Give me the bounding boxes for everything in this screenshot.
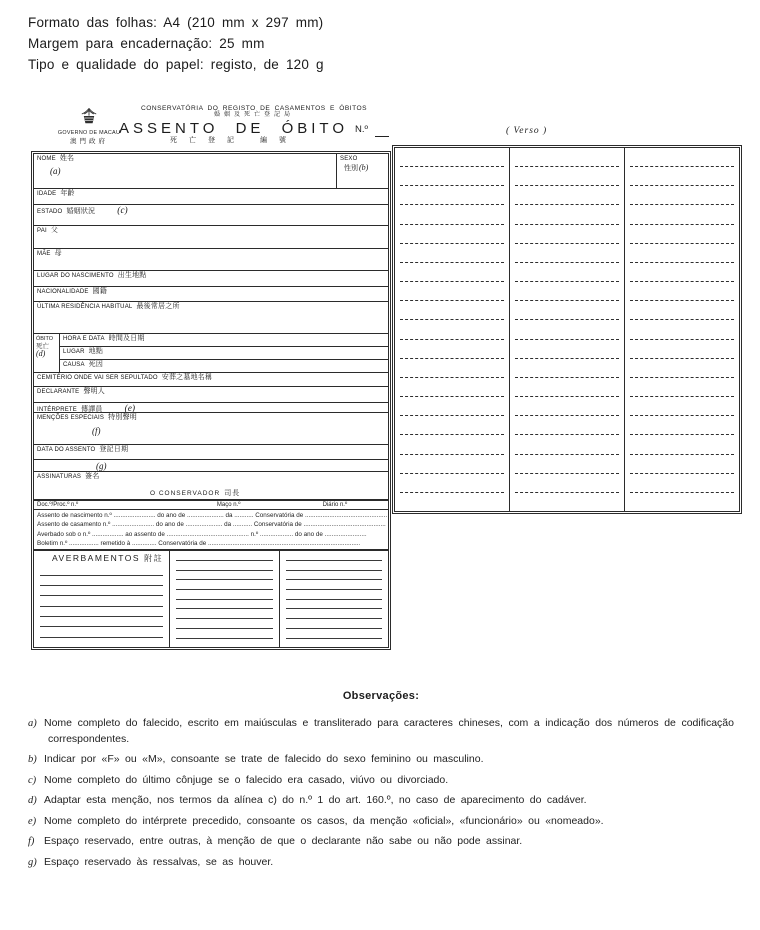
pai-label: PAI xyxy=(37,228,47,234)
observation-letter: e) xyxy=(28,815,37,827)
field-cemiterio xyxy=(34,372,388,386)
nome-label: NOME xyxy=(37,156,56,162)
estado-label-zh: 婚姻狀況 xyxy=(66,208,96,215)
ruled-line xyxy=(40,607,163,617)
residencia-label: ÚLTIMA RESIDÊNCIA HABITUAL xyxy=(37,304,133,310)
mencoes-label-zh: 特別聲明 xyxy=(108,414,137,421)
dashed-rule-line xyxy=(400,396,504,397)
interprete-label: INTÉRPRETE xyxy=(37,407,78,413)
ruled-line xyxy=(176,580,272,590)
nacionalidade-label-zh: 國籍 xyxy=(92,288,108,295)
dashed-rule-line xyxy=(515,224,619,225)
verso-col-3 xyxy=(624,148,739,511)
dashed-rule-line xyxy=(630,319,734,320)
ruled-line xyxy=(286,561,382,571)
verso-col-2 xyxy=(509,148,624,511)
observations-section xyxy=(28,690,734,875)
observation-letter: c) xyxy=(28,774,37,786)
dashed-rule-line xyxy=(630,281,734,282)
number-blank-line xyxy=(375,128,389,137)
field-assinaturas xyxy=(34,471,388,499)
pai-label-zh: 父 xyxy=(50,227,59,234)
dashed-rule-line xyxy=(630,377,734,378)
observation-text: Adaptar esta menção, nos termos da alínea c) do n.º 1 do art. 160.º, no caso de aparecimento do cadáver. xyxy=(44,794,587,806)
dashed-rule-line xyxy=(630,185,734,186)
observation-item xyxy=(28,834,734,850)
obito-label: ÓBITO xyxy=(36,336,54,342)
causa-label-zh: 死因 xyxy=(88,361,104,368)
ruled-line xyxy=(176,600,272,610)
averbamentos-col-2 xyxy=(169,551,278,647)
cross-reference-line: Boletim n.º ................. remetido à .............. Conservatória de ....................................................................................... xyxy=(37,539,361,547)
ruled-line xyxy=(286,629,382,639)
dashed-rule-line xyxy=(400,243,504,244)
dashed-rule-line xyxy=(515,415,619,416)
dashed-rule-line xyxy=(515,243,619,244)
declarante-label-zh: 聲明人 xyxy=(83,388,105,395)
field-idade xyxy=(34,188,388,204)
nacionalidade-label: NACIONALIDADE xyxy=(37,289,89,295)
note-e: (e) xyxy=(124,403,136,413)
observation-letter: b) xyxy=(28,754,37,765)
lugar-nascimento-label: LUGAR DO NASCIMENTO xyxy=(37,273,114,279)
field-lugar-obito xyxy=(60,346,388,359)
conservador-label: O CONSERVADOR xyxy=(150,490,221,497)
dashed-rule-line xyxy=(515,300,619,301)
ruled-line xyxy=(40,565,163,575)
cross-reference-line: Assento de nascimento n.º ........................ do ano de ..................... da ........... Conservatória de ............................................... xyxy=(37,512,388,519)
observation-text: Indicar por «F» ou «M», consoante se trate de falecido do sexo feminino ou masculino. xyxy=(44,753,484,765)
field-ressalvas xyxy=(34,459,388,471)
field-nome xyxy=(34,154,336,188)
dashed-rule-line xyxy=(400,262,504,263)
dashed-rule-line xyxy=(630,434,734,435)
field-mencoes xyxy=(34,412,388,444)
averbamentos-col-1 xyxy=(34,551,169,647)
dashed-rule-line xyxy=(515,377,619,378)
dashed-rule-line xyxy=(515,358,619,359)
dashed-rule-line xyxy=(515,396,619,397)
observation-letter: g) xyxy=(28,856,37,868)
dashed-rule-line xyxy=(400,300,504,301)
dashed-rule-line xyxy=(400,415,504,416)
dashed-rule-line xyxy=(630,224,734,225)
observation-item xyxy=(28,773,734,789)
observation-item xyxy=(28,814,734,830)
field-sexo xyxy=(336,154,388,188)
data-assento-label: DATA DO ASSENTO xyxy=(37,447,96,453)
dashed-rule-line xyxy=(400,473,504,474)
obito-label-zh: 死亡 xyxy=(36,343,49,350)
dashed-rule-line xyxy=(400,185,504,186)
crest-org-label-zh: 澳門政府 xyxy=(70,138,108,145)
observation-text: Nome completo do falecido, escrito em maiúsculas e transliterado para caracteres chineses, com a indicação dos números de codificação correspondentes. xyxy=(44,717,734,745)
dashed-rule-line xyxy=(515,262,619,263)
spec-line-paper: Tipo e qualidade do papel: registo, de 120 g xyxy=(28,57,324,72)
maco-label: Maço n.º xyxy=(216,502,241,508)
dashed-rule-line xyxy=(400,281,504,282)
dashed-rule-line xyxy=(400,434,504,435)
field-causa xyxy=(60,359,388,372)
ruled-line xyxy=(40,627,163,637)
ruled-line xyxy=(286,639,382,648)
ruled-line xyxy=(286,590,382,600)
verso-handwritten-label: ( Verso ) xyxy=(506,126,548,136)
note-d: (d) xyxy=(36,349,46,358)
form-header xyxy=(33,105,389,151)
field-lugar-nascimento xyxy=(34,270,388,286)
lugar-obito-label: LUGAR xyxy=(63,349,85,355)
lugar-nascimento-label-zh: 出生地點 xyxy=(117,272,147,279)
crest-icon xyxy=(77,106,101,130)
cross-reference-line: Averbado sob o n.º .................. ao assento de ............................................... n.º ................... do ano de ........................ xyxy=(37,530,367,538)
ruled-line xyxy=(176,590,272,600)
hora-data-label-zh: 時間及日期 xyxy=(108,335,145,342)
ruled-line xyxy=(40,576,163,586)
form-title: ASSENTO DE ÓBITO xyxy=(119,120,348,137)
field-obito xyxy=(34,334,60,372)
dashed-rule-line xyxy=(400,377,504,378)
dashed-rule-line xyxy=(630,300,734,301)
ruled-line xyxy=(40,617,163,627)
form-title-zh: 死亡登記 xyxy=(170,137,247,144)
dashed-rule-line xyxy=(630,492,734,493)
field-interprete xyxy=(34,402,388,412)
observation-letter: d) xyxy=(28,795,37,806)
ruled-line xyxy=(286,571,382,581)
ruled-line xyxy=(40,638,163,647)
ruled-line xyxy=(176,619,272,629)
estado-label: ESTADO xyxy=(37,209,63,215)
form-grid xyxy=(33,153,389,648)
ruled-line xyxy=(286,580,382,590)
sexo-label-zh: 性別 xyxy=(344,165,358,172)
idade-label-zh: 年齡 xyxy=(60,190,75,197)
number-label: N.º xyxy=(354,124,368,135)
sexo-label: SEXO xyxy=(340,156,358,162)
interprete-label-zh: 傳譯員 xyxy=(81,406,103,413)
dashed-rule-line xyxy=(515,204,619,205)
note-c: (c) xyxy=(117,205,128,215)
nome-label-zh: 姓名 xyxy=(59,155,75,162)
conservador-label-zh: 司長 xyxy=(224,490,241,497)
verso-col-1 xyxy=(395,148,509,511)
observation-item xyxy=(28,752,734,768)
paper-spec-block xyxy=(28,12,324,75)
spec-line-format: Formato das folhas: A4 (210 mm x 297 mm) xyxy=(28,15,324,30)
data-assento-label-zh: 登記日期 xyxy=(99,446,129,453)
crest-org-label: GOVERNO DE MACAU xyxy=(57,130,121,136)
observation-item xyxy=(28,855,734,871)
dashed-rule-line xyxy=(515,166,619,167)
note-a: (a) xyxy=(50,166,61,176)
cross-references xyxy=(34,509,388,549)
assinaturas-label: ASSINATURAS xyxy=(37,474,82,480)
averbamentos-table xyxy=(34,549,388,647)
averbamentos-label: AVERBAMENTOS xyxy=(52,553,141,564)
ruled-line xyxy=(176,571,272,581)
field-estado xyxy=(34,204,388,225)
dashed-rule-line xyxy=(515,454,619,455)
office-name: CONSERVATÓRIA DO REGISTO DE CASAMENTOS E ÓBITOS xyxy=(140,105,368,112)
dashed-rule-line xyxy=(515,319,619,320)
doc-proc-label: Doc.º/Proc.º n.º xyxy=(37,502,79,508)
cemiterio-label: CEMITÉRIO ONDE VAI SER SEPULTADO xyxy=(37,375,158,381)
observation-item xyxy=(28,716,734,747)
averbamentos-label-zh: 附註 xyxy=(144,554,164,564)
note-f: (f) xyxy=(92,426,101,436)
dashed-rule-line xyxy=(400,339,504,340)
dashed-rule-line xyxy=(630,262,734,263)
ruled-line xyxy=(176,609,272,619)
dashed-rule-line xyxy=(400,492,504,493)
dashed-rule-line xyxy=(400,358,504,359)
dashed-rule-line xyxy=(630,358,734,359)
observation-letter: a) xyxy=(28,718,37,729)
dashed-rule-line xyxy=(515,339,619,340)
dashed-rule-line xyxy=(400,166,504,167)
note-b: (b) xyxy=(359,163,369,172)
averbamentos-col-3 xyxy=(279,551,388,647)
observations-list xyxy=(28,716,734,870)
death-record-form xyxy=(33,105,389,648)
ruled-line xyxy=(40,586,163,596)
note-g: (g) xyxy=(96,461,107,471)
dashed-rule-line xyxy=(630,473,734,474)
dashed-rule-line xyxy=(400,319,504,320)
dashed-rule-line xyxy=(400,454,504,455)
dashed-rule-line xyxy=(400,204,504,205)
obito-block xyxy=(34,333,388,372)
observation-text: Nome completo do último cônjuge se o falecido era casado, viúvo ou divorciado. xyxy=(44,773,449,786)
mae-label-zh: 母 xyxy=(54,250,62,257)
refs-row xyxy=(34,499,388,509)
observation-text: Espaço reservado às ressalvas, se as houver. xyxy=(44,855,274,868)
dashed-rule-line xyxy=(630,415,734,416)
macau-government-crest xyxy=(49,106,129,145)
ruled-line xyxy=(176,551,272,561)
mencoes-label: MENÇÕES ESPECIAIS xyxy=(37,415,105,421)
dashed-rule-line xyxy=(630,454,734,455)
assinaturas-label-zh: 簽名 xyxy=(85,473,100,480)
dashed-rule-line xyxy=(515,185,619,186)
spec-line-margin: Margem para encadernação: 25 mm xyxy=(28,36,265,51)
hora-data-label: HORA E DATA xyxy=(63,336,105,342)
ruled-line xyxy=(286,551,382,561)
field-hora-data xyxy=(60,334,388,346)
observations-title: Observações: xyxy=(342,690,420,702)
cross-reference-line: Assento de casamento n.º ........................ do ano de ..................... da ........... Conservatória de ............................................... xyxy=(37,521,386,529)
diario-label: Diário n.º xyxy=(322,502,348,508)
dashed-rule-line xyxy=(630,204,734,205)
ruled-line xyxy=(286,600,382,610)
dashed-rule-line xyxy=(400,224,504,225)
dashed-rule-line xyxy=(515,492,619,493)
field-nacionalidade xyxy=(34,286,388,301)
field-data-assento xyxy=(34,444,388,459)
office-name-zh: 婚姻及死亡登記局 xyxy=(213,112,294,118)
form-title-block xyxy=(119,105,389,145)
observation-text: Espaço reservado, entre outras, à menção de que o declarante não sabe ou não pode assinar. xyxy=(44,835,523,847)
lugar-obito-label-zh: 地點 xyxy=(88,348,104,355)
declarante-label: DECLARANTE xyxy=(37,389,80,395)
ruled-line xyxy=(40,596,163,606)
ruled-line xyxy=(176,629,272,639)
dashed-rule-line xyxy=(515,473,619,474)
cemiterio-label-zh: 安葬之墓地名稱 xyxy=(161,374,213,381)
idade-label: IDADE xyxy=(37,191,57,197)
ruled-line xyxy=(176,561,272,571)
dashed-rule-line xyxy=(515,434,619,435)
verso-ruled-table xyxy=(394,147,740,512)
dashed-rule-line xyxy=(515,281,619,282)
dashed-rule-line xyxy=(630,396,734,397)
observation-item xyxy=(28,793,734,809)
ruled-line xyxy=(286,619,382,629)
field-declarante xyxy=(34,386,388,402)
number-label-zh: 編號 xyxy=(259,137,298,144)
residencia-label-zh: 最後常居之所 xyxy=(136,303,180,310)
field-pai xyxy=(34,225,388,248)
observation-letter: f) xyxy=(28,836,35,847)
field-mae xyxy=(34,248,388,270)
mae-label: MÃE xyxy=(37,251,51,257)
observation-text: Nome completo do intérprete precedido, consoante os casos, da menção «oficial», «funcionário» ou «nomeado». xyxy=(44,814,604,827)
causa-label: CAUSA xyxy=(63,362,85,368)
field-nome-row xyxy=(34,154,388,188)
field-residencia xyxy=(34,301,388,333)
ruled-line xyxy=(176,639,272,648)
ruled-line xyxy=(286,609,382,619)
dashed-rule-line xyxy=(630,243,734,244)
dashed-rule-line xyxy=(630,339,734,340)
dashed-rule-line xyxy=(630,166,734,167)
